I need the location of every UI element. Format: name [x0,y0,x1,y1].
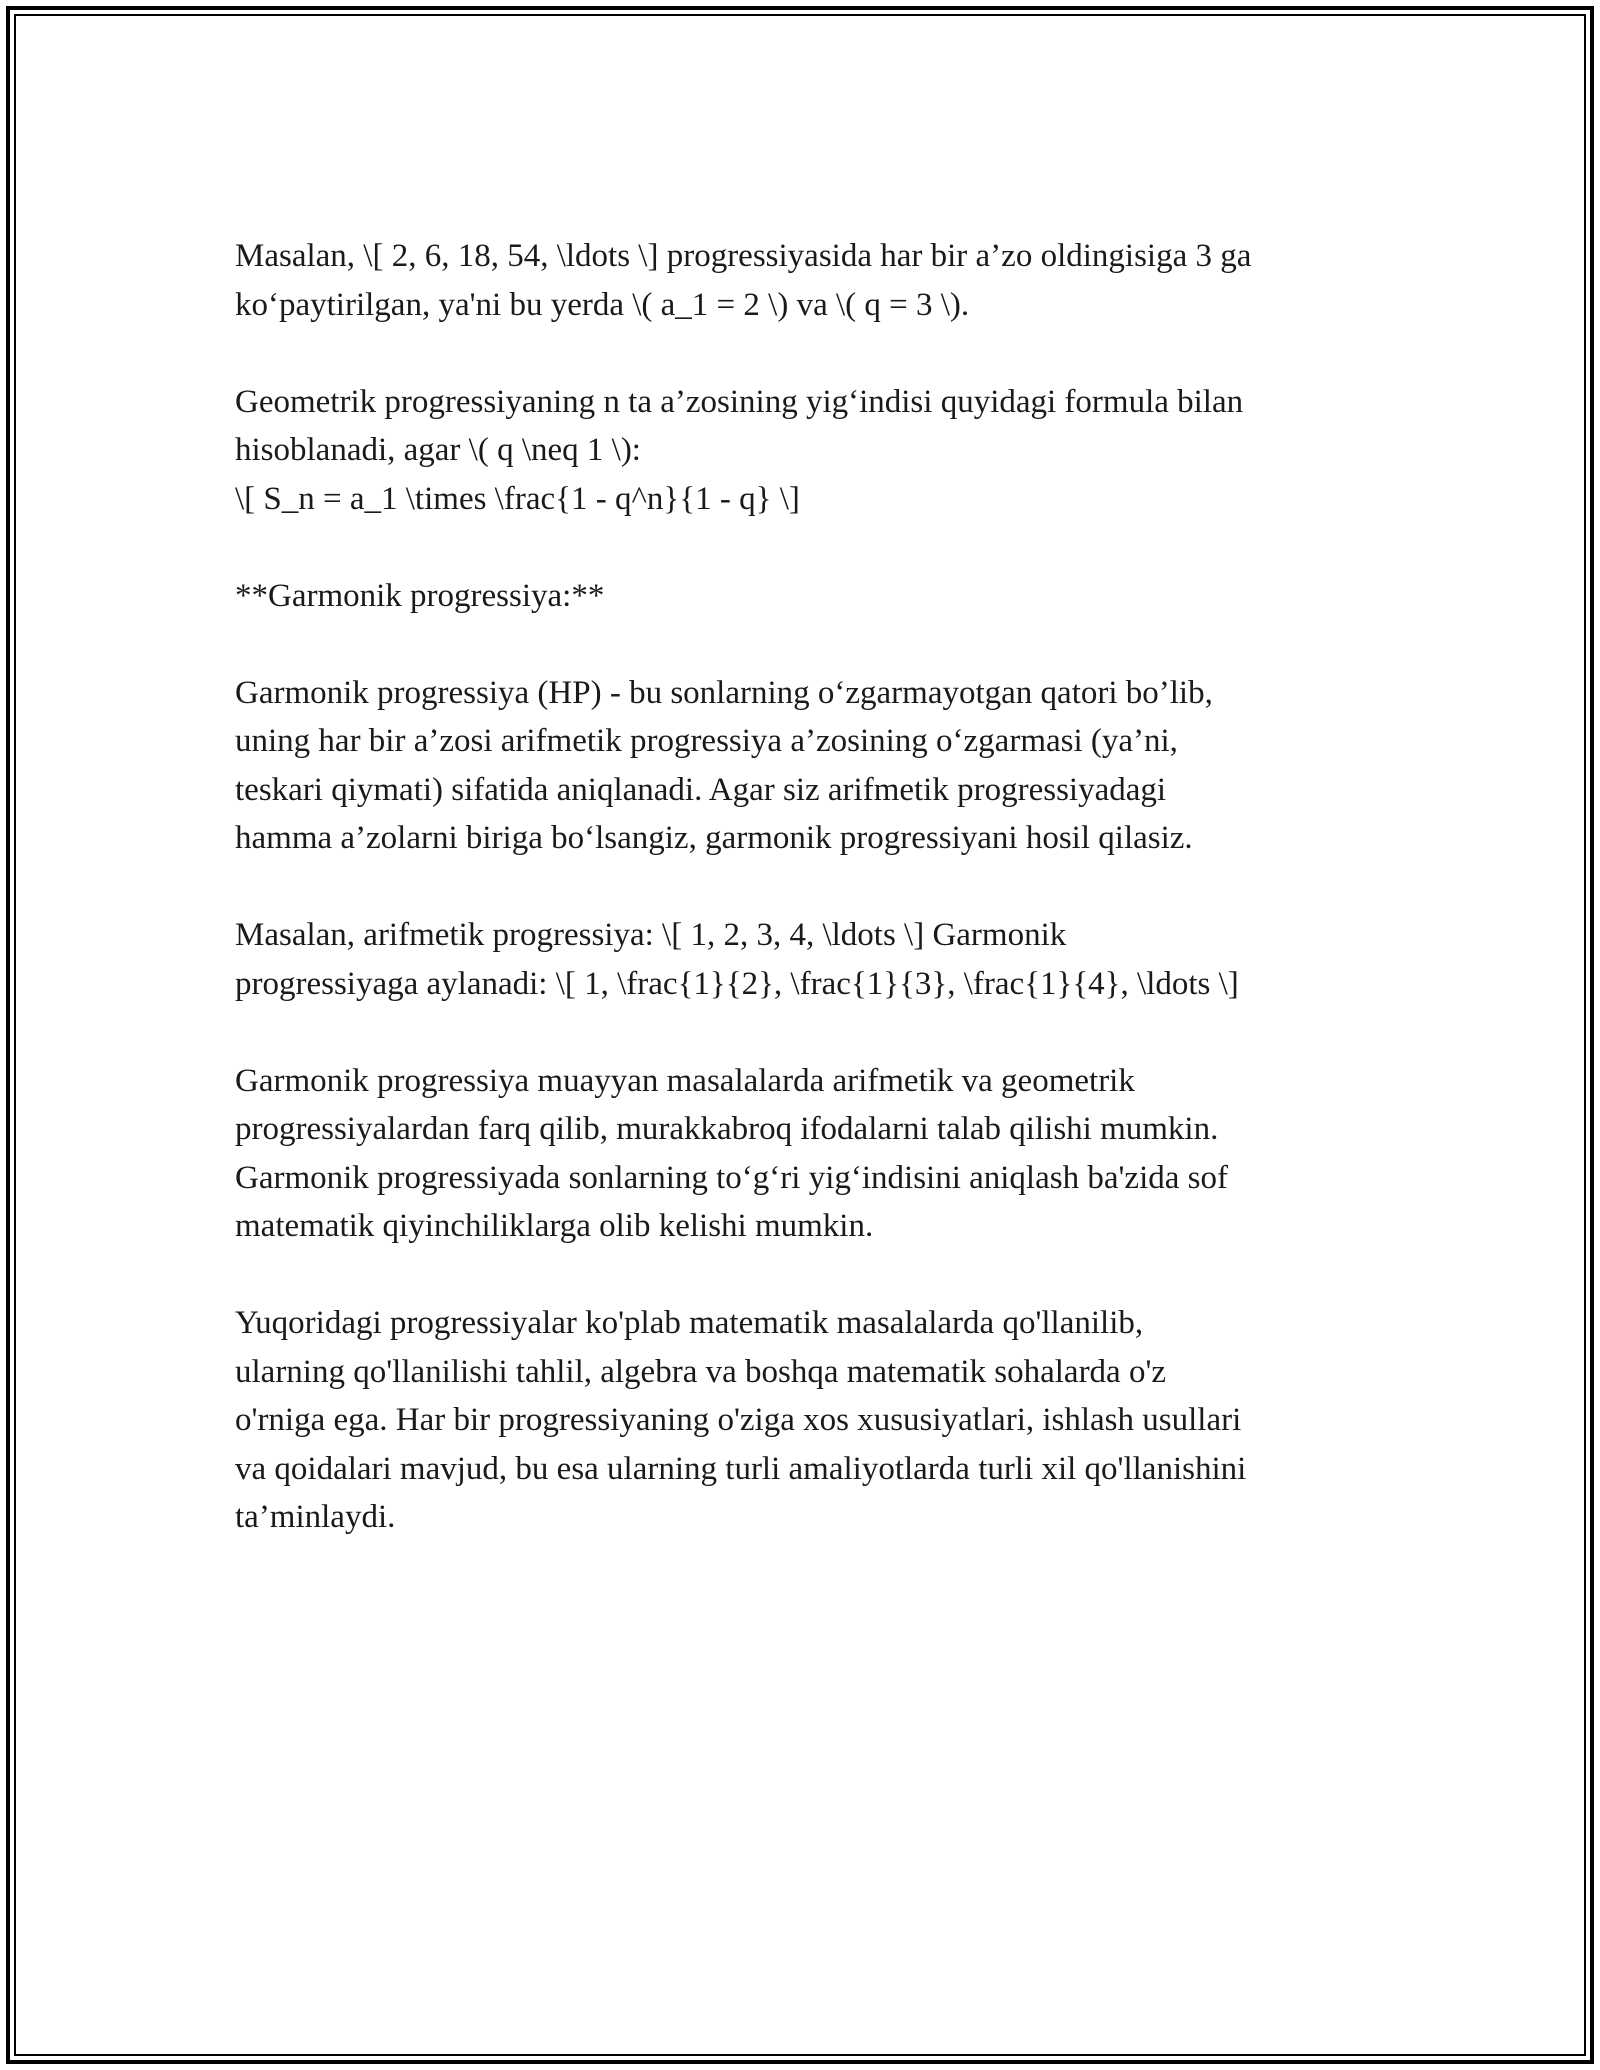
paragraph-conclusion: Yuqoridagi progressiyalar ko'plab matematik masalalarda qo'llanilib, ularning qo'llanilishi tahlil, algebra va boshqa matematik sohalarda o'z o'rniga ega. Har bir progressiyaning o'ziga xos xususiyatlari, ishlash usullari va qoidalari mavjud, bu esa ularning turli amaliyotlarda turli xil qo'llanishini ta’minlaydi. [235,1305,1247,1535]
section-heading-harmonic: **Garmonik progressiya:** [235,577,605,614]
document-body [235,232,1385,1542]
paragraph-geometric-example: Masalan, \[ 2, 6, 18, 54, \ldots \] progressiyasida har bir a’zo oldingisiga 3 ga ko‘paytirilgan, ya'ni bu yerda \( a_1 = 2 \) va \( q = 3 \). [235,238,1252,323]
paragraph-harmonic-example: Masalan, arifmetik progressiya: \[ 1, 2, 3, 4, \ldots \] Garmonik progressiyaga aylanadi: \[ 1, \frac{1}{2}, \frac{1}{3}, \frac{1}{4}, \ldots \] [235,917,1239,1002]
paragraph-geometric-sum-formula: Geometrik progressiyaning n ta a’zosining yig‘indisi quyidagi formula bilan hisoblanadi, agar \( q \neq 1 \): \[ S_n = a_1 \times \frac{1 - q^n}{1 - q} \] [235,383,1244,517]
paragraph-harmonic-complexity: Garmonik progressiya muayyan masalalarda arifmetik va geometrik progressiyalardan farq qilib, murakkabroq ifodalarni talab qilishi mumkin. Garmonik progressiyada sonlarning to‘g‘ri yig‘indisini aniqlash ba'zida sof matematik qiyinchiliklarga olib kelishi mumkin. [235,1062,1228,1244]
paragraph-harmonic-definition: Garmonik progressiya (HP) - bu sonlarning o‘zgarmayotgan qatori bo’lib, uning har bir a’zosi arifmetik progressiya a’zosining o‘zgarmasi (ya’ni, teskari qiymati) sifatida aniqlanadi. Agar siz arifmetik progressiyadagi hamma a’zolarni biriga bo‘lsangiz, garmonik progressiyani hosil qilasiz. [235,674,1213,856]
